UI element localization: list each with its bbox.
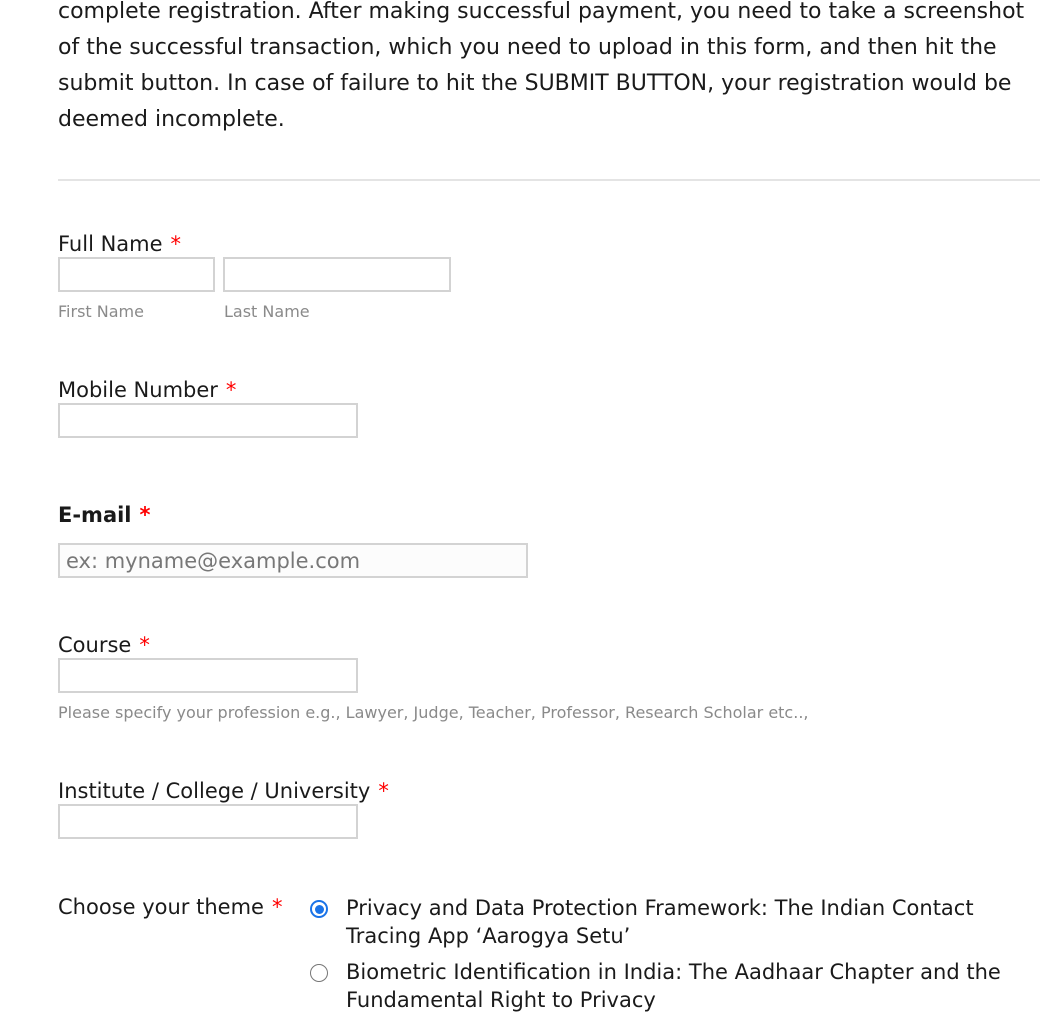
- email-input[interactable]: [58, 543, 528, 578]
- theme-option-1-label[interactable]: Privacy and Data Protection Framework: The Indian Contact Tracing App ‘Aarogya Setu’: [346, 896, 974, 948]
- full-name-label: [58, 231, 181, 257]
- last-name-sublabel: Last Name: [224, 302, 310, 321]
- course-input[interactable]: [58, 658, 358, 693]
- email-label-text: E-mail: [58, 503, 132, 527]
- mobile-label: [58, 377, 236, 403]
- institute-label-text: Institute / College / University: [58, 779, 371, 803]
- required-asterisk: *: [139, 633, 150, 657]
- required-asterisk: *: [139, 503, 151, 527]
- theme-option-2-radio[interactable]: [310, 964, 328, 982]
- course-label-text: Course: [58, 633, 132, 657]
- first-name-sublabel: First Name: [58, 302, 144, 321]
- divider: [58, 179, 1040, 181]
- mobile-number-input[interactable]: [58, 403, 358, 438]
- last-name-input[interactable]: [223, 257, 451, 292]
- required-asterisk: *: [271, 895, 283, 919]
- institute-label: [58, 778, 389, 804]
- required-asterisk: *: [170, 232, 182, 256]
- intro-paragraph: complete registration. After making successful payment, you need to take a screenshot of the successful transaction, which you need to upload in this form, and then hit the submit button. In case of failure to hit the SUBMIT BUTTON, your registration would be deemed incomplete.: [58, 0, 1025, 132]
- course-hint: Please specify your profession e.g., Lawyer, Judge, Teacher, Professor, Research Scholar etc..,: [58, 703, 809, 722]
- theme-label: [58, 894, 282, 920]
- full-name-label-text: Full Name: [58, 232, 163, 256]
- required-asterisk: *: [225, 378, 237, 402]
- theme-option-2-label[interactable]: Biometric Identification in India: The Aadhaar Chapter and the Fundamental Right to Privacy: [346, 960, 1001, 1012]
- theme-label-text: Choose your theme: [58, 895, 264, 919]
- mobile-label-text: Mobile Number: [58, 378, 218, 402]
- required-asterisk: *: [378, 779, 389, 803]
- course-label: [58, 632, 150, 658]
- theme-option-1-radio[interactable]: [310, 900, 328, 918]
- first-name-input[interactable]: [58, 257, 215, 292]
- institute-input[interactable]: [58, 804, 358, 839]
- email-label: [58, 502, 151, 528]
